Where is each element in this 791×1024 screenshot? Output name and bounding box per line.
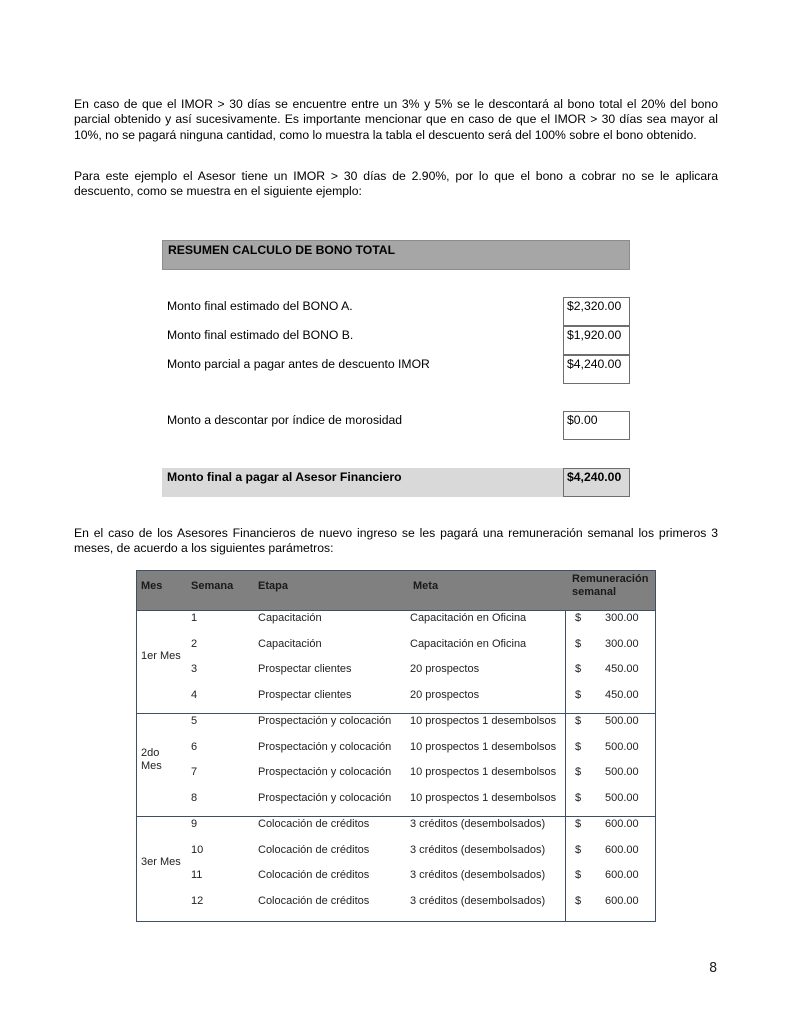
cell-currency: $ [575, 766, 582, 779]
cell-meta: 3 créditos (desembolsados) [410, 869, 546, 882]
header-mes: Mes [141, 580, 163, 592]
cell-meta: Capacitación en Oficina [410, 637, 527, 650]
table-row [137, 792, 655, 818]
cell-etapa: Prospectación y colocación [258, 740, 392, 753]
cell-etapa: Capacitación [258, 637, 322, 650]
paragraph-example: Para este ejemplo el Asesor tiene un IMOR > 30 días de 2.90%, por lo que el bono a cobrar no se le aplicara descuento, como se muestra en el siguiente ejemplo: [74, 169, 718, 199]
cell-etapa: Colocación de créditos [258, 843, 370, 856]
cell-semana: 2 [191, 637, 198, 650]
resumen-title: RESUMEN CALCULO DE BONO TOTAL [162, 240, 630, 270]
cell-amount: 600.00 [605, 843, 639, 856]
paragraph-new-advisors: En el caso de los Asesores Financieros de nuevo ingreso se les pagará una remuneración semanal los primeros 3 meses, de acuerdo a los siguientes parámetros: [74, 526, 718, 556]
table-row [137, 869, 655, 895]
cell-meta: 20 prospectos [410, 688, 480, 701]
cell-meta: 10 prospectos 1 desembolsos [410, 766, 557, 779]
cell-etapa: Prospectar clientes [258, 663, 352, 676]
cell-meta: 3 créditos (desembolsados) [410, 843, 546, 856]
cell-amount: 300.00 [605, 612, 639, 624]
table-row [137, 689, 655, 715]
cell-meta: 10 prospectos 1 desembolsos [410, 715, 557, 727]
page-number: 8 [709, 961, 718, 976]
cell-etapa: Prospectar clientes [258, 688, 352, 701]
resumen-value-bono-b: $1,920.00 [563, 326, 630, 355]
cell-semana: 1 [191, 612, 198, 624]
cell-semana: 8 [191, 791, 198, 804]
cell-currency: $ [575, 715, 582, 727]
header-semana: Semana [191, 580, 234, 592]
cell-etapa: Prospectación y colocación [258, 766, 392, 779]
cell-currency: $ [575, 612, 582, 624]
cell-currency: $ [575, 843, 582, 856]
table-row [137, 663, 655, 689]
header-remuneracion [572, 573, 648, 599]
resumen-value-parcial: $4,240.00 [563, 355, 630, 384]
cell-amount: 450.00 [605, 663, 639, 676]
resumen-value-bono-a: $2,320.00 [563, 297, 630, 326]
mes-label-line1: 1er Mes [141, 650, 181, 662]
cell-amount: 600.00 [605, 818, 639, 830]
mes-label-line1: 2do [141, 747, 160, 759]
cell-semana: 5 [191, 715, 198, 727]
header-rem-line2: semanal [572, 586, 617, 598]
table-row [137, 715, 655, 741]
cell-currency: $ [575, 663, 582, 676]
cell-meta: 10 prospectos 1 desembolsos [410, 791, 557, 804]
cell-currency: $ [575, 791, 582, 804]
cell-etapa: Prospectación y colocación [258, 715, 392, 727]
resumen-final-label: Monto final a pagar al Asesor Financiero [167, 470, 402, 484]
cell-amount: 500.00 [605, 766, 639, 779]
cell-etapa: Capacitación [258, 612, 322, 624]
cell-amount: 500.00 [605, 791, 639, 804]
table-row [137, 844, 655, 870]
cell-etapa: Colocación de créditos [258, 818, 370, 830]
cell-currency: $ [575, 869, 582, 882]
cell-meta: 3 créditos (desembolsados) [410, 818, 546, 830]
table-row [137, 766, 655, 792]
cell-amount: 450.00 [605, 688, 639, 701]
cell-semana: 9 [191, 818, 198, 830]
cell-currency: $ [575, 894, 582, 907]
table-group-mes-3 [137, 817, 655, 921]
cell-currency: $ [575, 688, 582, 701]
cell-currency: $ [575, 637, 582, 650]
cell-amount: 600.00 [605, 894, 639, 907]
mes-label-line1: 3er Mes [141, 856, 181, 868]
cell-amount: 300.00 [605, 637, 639, 650]
cell-currency: $ [575, 740, 582, 753]
resumen-value-descuento: $0.00 [563, 411, 630, 440]
resumen-label-descuento: Monto a descontar por índice de morosidad [167, 413, 403, 427]
resumen-final-row [162, 468, 630, 497]
cell-meta: 20 prospectos [410, 663, 480, 676]
header-rem-line1: Remuneración [572, 573, 649, 585]
table-group-mes-1 [137, 611, 655, 714]
header-meta: Meta [413, 580, 439, 592]
cell-meta: Capacitación en Oficina [410, 612, 527, 624]
cell-amount: 500.00 [605, 715, 639, 727]
resumen-label-bono-b: Monto final estimado del BONO B. [167, 328, 354, 342]
resumen-label-bono-a: Monto final estimado del BONO A. [167, 299, 353, 313]
cell-amount: 500.00 [605, 740, 639, 753]
cell-amount: 600.00 [605, 869, 639, 882]
table-header [137, 571, 655, 611]
cell-semana: 3 [191, 663, 198, 676]
cell-etapa: Prospectación y colocación [258, 791, 392, 804]
cell-semana: 10 [191, 843, 204, 856]
table-row [137, 612, 655, 638]
table-row [137, 818, 655, 844]
cell-semana: 6 [191, 740, 198, 753]
header-etapa: Etapa [258, 580, 288, 592]
cell-semana: 12 [191, 894, 204, 907]
table-row [137, 638, 655, 664]
table-row [137, 895, 655, 921]
cell-meta: 10 prospectos 1 desembolsos [410, 740, 557, 753]
resumen-final-value: $4,240.00 [563, 468, 630, 497]
cell-semana: 4 [191, 688, 198, 701]
cell-currency: $ [575, 818, 582, 830]
remuneration-table [136, 570, 656, 922]
cell-etapa: Colocación de créditos [258, 894, 370, 907]
paragraph-imor-discount: En caso de que el IMOR > 30 días se encuentre entre un 3% y 5% se le descontará al bono total el 20% del bono parcial obtenido y así sucesivamente. Es importante mencionar que en caso de que el IMOR > 30 días sea mayor al 10%, no se pagará ninguna cantidad, como lo muestra la tabla el descuento será del 100% sobre el bono obtenido. [74, 97, 718, 142]
table-row [137, 741, 655, 767]
resumen-label-parcial: Monto parcial a pagar antes de descuento IMOR [167, 357, 430, 371]
mes-label-line2: Mes [141, 760, 162, 772]
cell-semana: 7 [191, 766, 198, 779]
cell-etapa: Colocación de créditos [258, 869, 370, 882]
cell-meta: 3 créditos (desembolsados) [410, 894, 546, 907]
cell-semana: 11 [191, 869, 203, 882]
table-group-mes-2 [137, 714, 655, 817]
